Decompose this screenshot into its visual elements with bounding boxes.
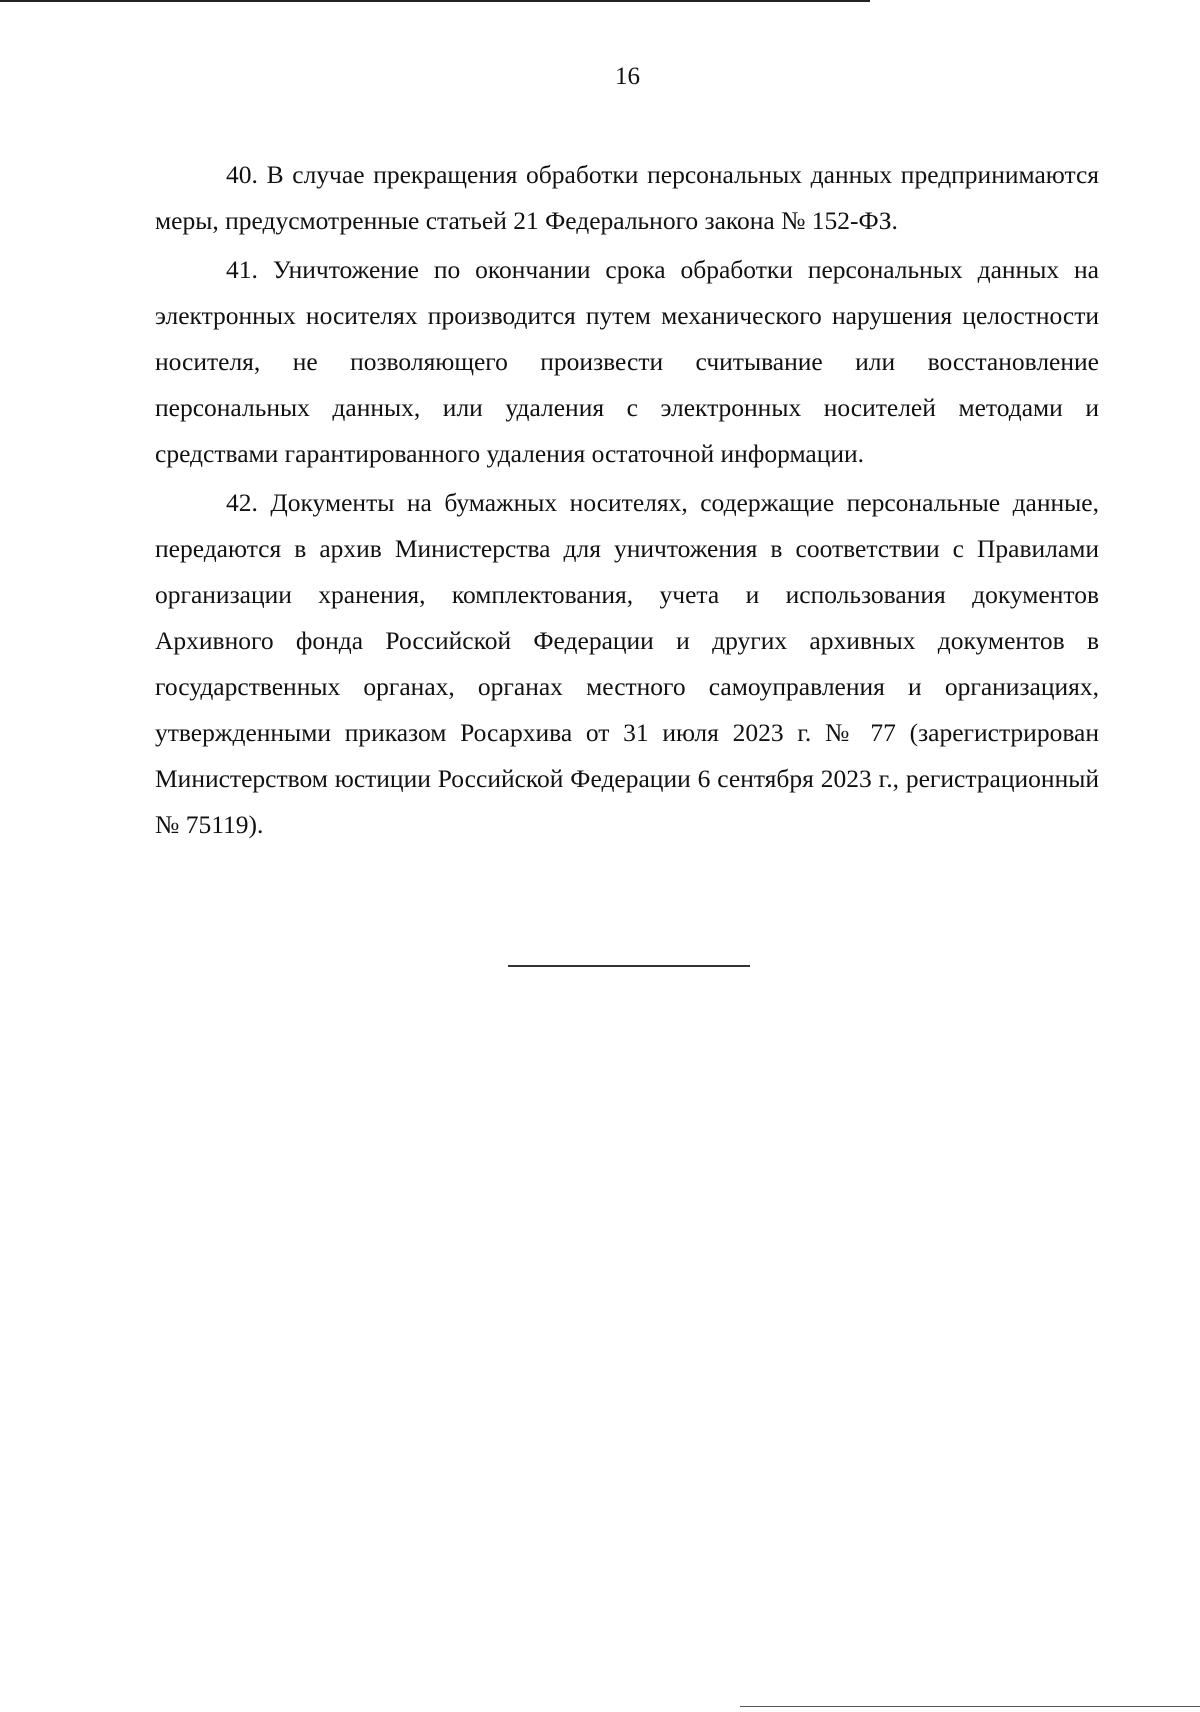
top-edge-rule	[0, 0, 870, 2]
paragraph-40: 40. В случае прекращения обработки персональных данных предпринимаются меры, предусмотренные статьей 21 Федерального закона № 152-ФЗ.	[155, 160, 1099, 235]
paragraph-42: 42. Документы на бумажных носителях, содержащие персональные данные, передаются в архив Министерства для уничтожения в соответствии с Правилами организации хранения, комплектования, учета и использования документов Архивного фонда Российской Федерации и других архивных документов в государственных органах, органах местного самоуправления и организациях, утвержденными приказом Росархива от 31 июля 2023 г. № 77 (зарегистрирован Министерством юстиции Российской Федерации 6 сентября 2023 г., регистрационный № 75119).	[155, 488, 1099, 839]
paragraph-41: 41. Уничтожение по окончании срока обработки персональных данных на электронных носителях производится путем механического нарушения целостности носителя, не позволяющего произвести считывание или восстановление персональных данных, или удаления с электронных носителей методами и средствами гарантированного удаления остаточной информации.	[155, 255, 1099, 468]
page-number: 16	[615, 63, 640, 90]
document-body	[155, 152, 1099, 851]
end-of-document-rule	[508, 965, 750, 967]
bottom-edge-rule	[740, 1706, 1200, 1707]
